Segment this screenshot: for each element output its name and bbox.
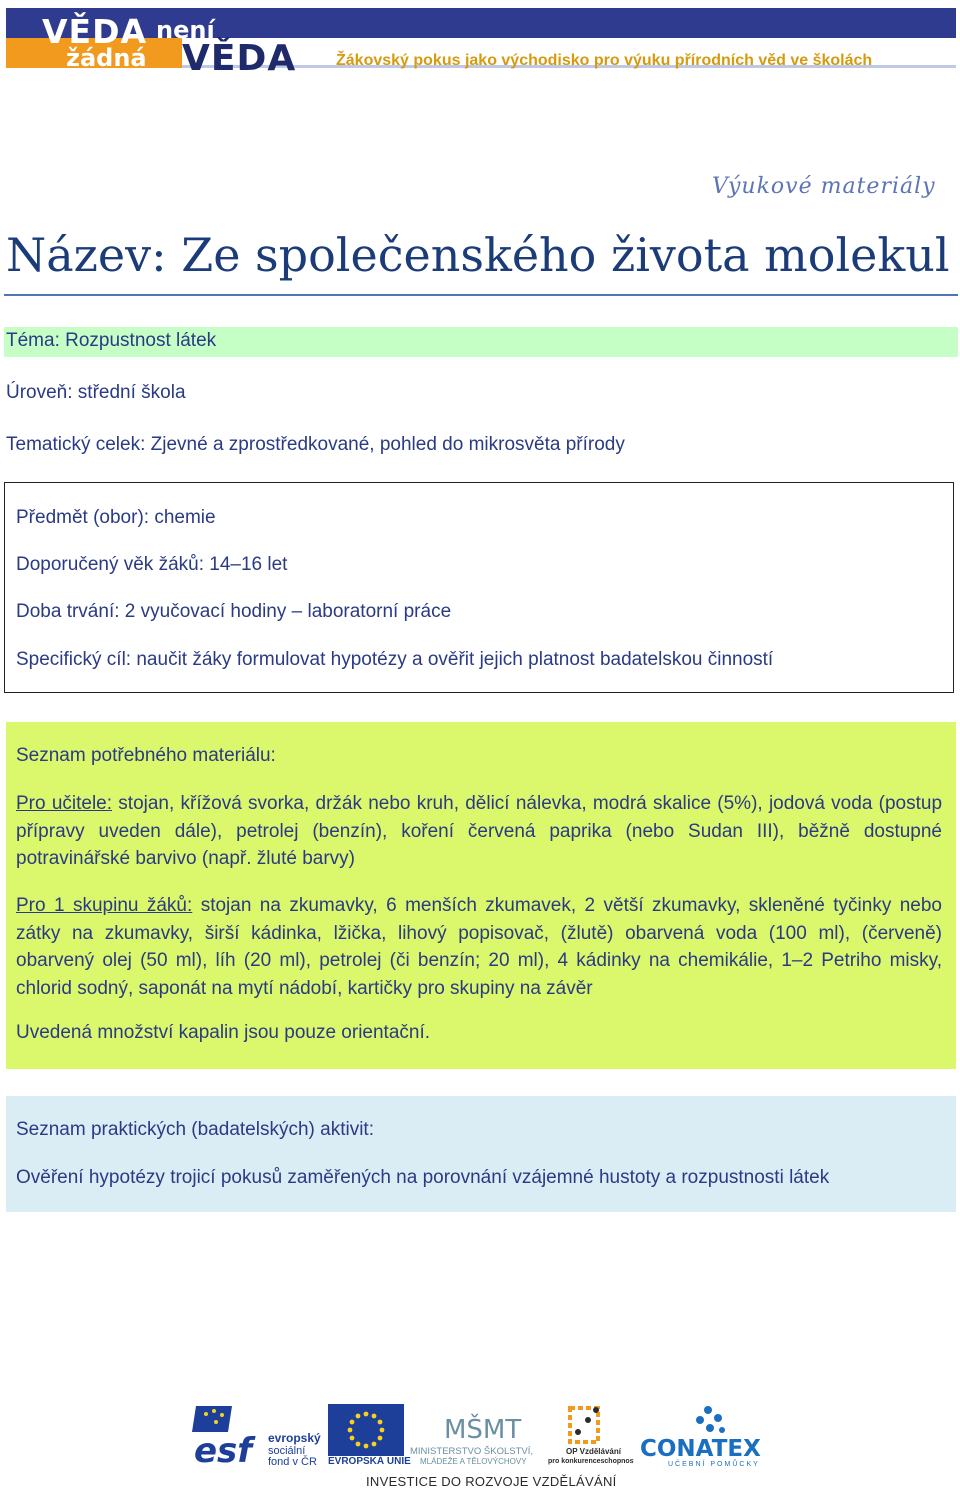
activities-heading: Seznam praktických (badatelských) aktivit: [16, 1119, 374, 1140]
activities-text: Ověření hypotézy trojicí pokusů zaměřených na porovnání vzájemné hustoty a rozpustnosti látek [16, 1167, 830, 1188]
esf-text-3: fond v ČR [268, 1456, 317, 1468]
level-line: Úroveň: střední škola [6, 382, 186, 403]
op-text-2: pro konkurenceschopnost [548, 1458, 634, 1465]
thematic-unit-line: Tematický celek: Zjevné a zprostředkované, pohled do mikrosvěta přírody [6, 434, 625, 455]
msmt-text-1: MINISTERSTVO ŠKOLSTVÍ, [410, 1446, 533, 1457]
msmt-mark: MŠMT [444, 1415, 522, 1445]
eu-flag-icon [328, 1404, 404, 1456]
group-materials-text: stojan na zkumavky, 6 menších zkumavek, 2 větší zkumavky, skleněné tyčinky nebo zátky na zkumavky, širší kádinka, lžička, lihový popisovač, (žlutě) obarvená voda (100 ml), (červeně) obarvený olej (50 ml), líh (20 ml), petrolej (či benzín; 20 ml), 4 kádinky na chemikálie, 1–2 Petriho misky, chlorid sodný, saponát na mytí nádobí, kartičky pro skupiny na závěr [16, 895, 942, 999]
age-line: Doporučený věk žáků: 14–16 let [16, 554, 288, 575]
op-vk-logo [548, 1402, 634, 1468]
header-tagline: Žákovský pokus jako východisko pro výuku přírodních věd ve školách [336, 52, 873, 69]
teacher-label: Pro učitele: [16, 793, 113, 814]
duration-line: Doba trvání: 2 vyučovací hodiny – laboratorní práce [16, 601, 452, 622]
footer-caption: INVESTICE DO ROZVOJE VZDĚLÁVÁNÍ [366, 1474, 617, 1489]
title-rule [4, 294, 958, 296]
msmt-text-2: MLÁDEŽE A TĚLOVÝCHOVY [420, 1457, 527, 1466]
page-title: Název: Ze společenského života molekul [6, 228, 950, 282]
group-label: Pro 1 skupinu žáků: [16, 895, 193, 916]
msmt-logo [410, 1402, 542, 1468]
teacher-materials-text: stojan, křížová svorka, držák nebo kruh, dělicí nálevka, modrá skalice (5%), jodová voda (postup přípravy uveden dále), petrolej (benzín), koření červená paprika (nebo Sudan III), běžně dostupné potravinářské barvivo (např. žluté barvy) [16, 793, 943, 869]
esf-text-2: sociální [268, 1445, 306, 1457]
teacher-materials [16, 790, 942, 873]
logo-word-zadna: žádná [66, 44, 147, 72]
eu-label: EVROPSKÁ UNIE [328, 1456, 411, 1467]
esf-text-1: evropský [268, 1431, 321, 1445]
activities-box [6, 1096, 956, 1212]
esf-logo [192, 1402, 322, 1468]
logo-word-veda-2: VĚDA [182, 38, 297, 79]
logo-word-neni: není [156, 16, 215, 44]
subject-line: Předmět (obor): chemie [16, 507, 216, 528]
conatex-sub: UČEBNÍ POMŮCKY [668, 1461, 760, 1468]
esf-mark-icon [192, 1402, 322, 1468]
goal-line: Specifický cíl: naučit žáky formulovat hypotézy a ověřit jejich platnost badatelskou činností [16, 649, 774, 670]
document-type-label: Výukové materiály [712, 174, 936, 199]
group-materials [16, 892, 942, 1002]
esf-mark-text: esf [194, 1431, 253, 1468]
op-text-1: OP Vzdělávání [566, 1447, 621, 1456]
logo-word-veda-1: VĚDA [42, 12, 148, 51]
conatex-wordmark: CONATEX [640, 1436, 761, 1462]
conatex-logo [638, 1402, 778, 1468]
materials-heading: Seznam potřebného materiálu: [16, 745, 276, 766]
topic-line: Téma: Rozpustnost látek [6, 330, 217, 351]
veda-neni-zadna-veda-logo [6, 8, 316, 79]
materials-note: Uvedená množství kapalin jsou pouze orientační. [16, 1022, 431, 1043]
